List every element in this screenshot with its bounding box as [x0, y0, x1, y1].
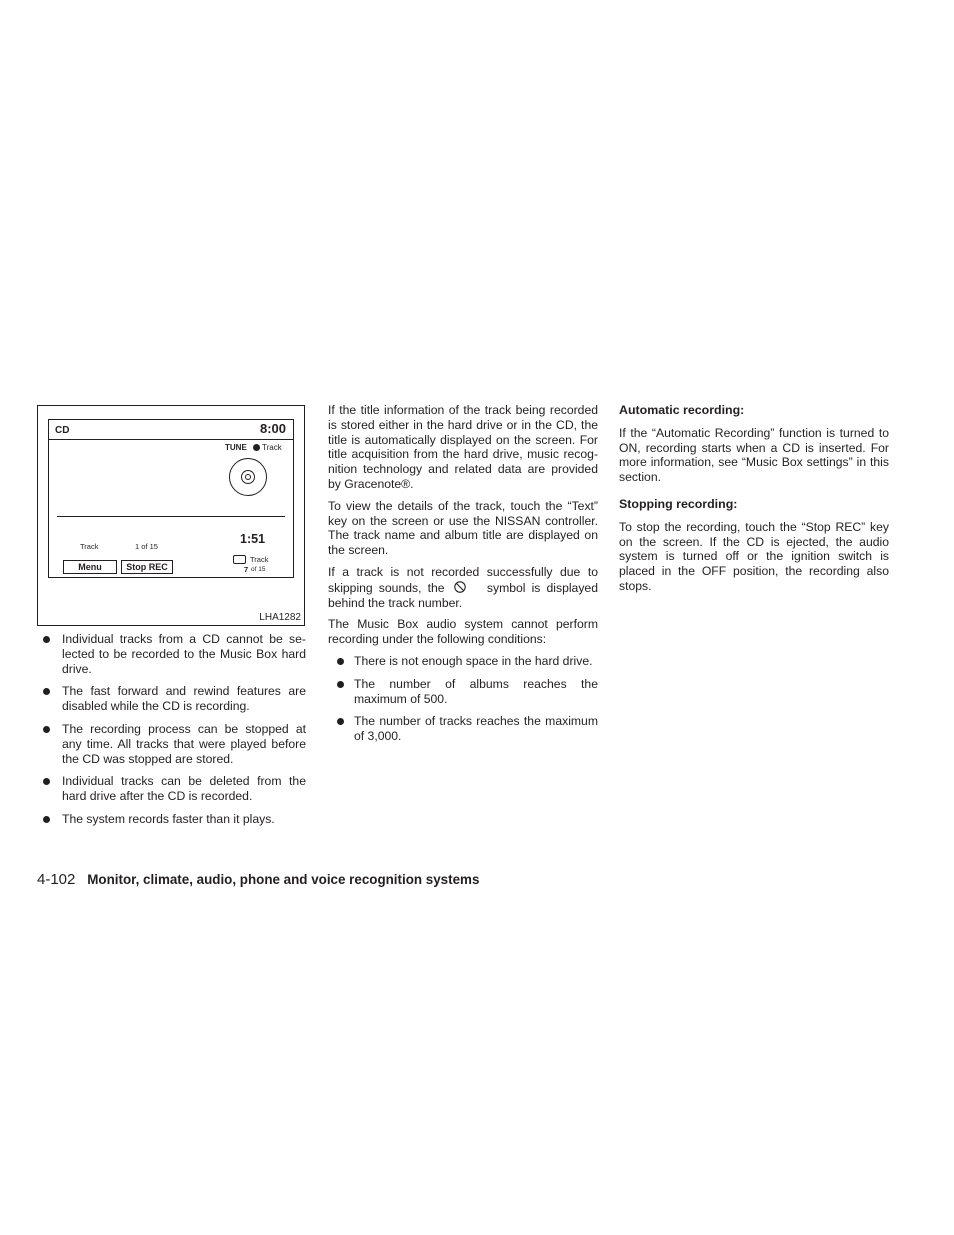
figure-id: LHA1282	[259, 612, 301, 623]
section-title: Monitor, climate, audio, phone and voice recognition systems	[87, 872, 480, 887]
conditions-list	[328, 654, 598, 744]
paragraph: To view the details of the track, touch the “Text” key on the screen or use the NISSAN controller. The track name and album title are displayed on the screen.	[328, 498, 598, 558]
prohibited-icon	[453, 580, 467, 594]
source-label: CD	[55, 425, 70, 436]
list-item: Individual tracks from a CD cannot be se-lected to be recorded to the Music Box hard drive.	[37, 632, 306, 676]
elapsed-time: 1:51	[240, 532, 266, 546]
figure-cd-recording-screen	[37, 405, 305, 626]
heading-stopping-recording: Stopping recording:	[619, 496, 738, 511]
heading-automatic-recording: Automatic recording:	[619, 403, 745, 417]
paragraph-text: symbol is displayed behind the track number.	[328, 580, 598, 610]
audio-display-screen	[48, 419, 294, 578]
progress-line	[57, 516, 285, 517]
rec-track-label: Track	[250, 555, 269, 564]
paragraph: To stop the recording, touch the “Stop REC” key on the screen. If the CD is ejected, the audio system is turned off or the ignition switch is placed in the OFF position, the recording also stops.	[619, 519, 889, 593]
list-item: The recording process can be stopped at any time. All tracks that were played before the CD was stopped are stored.	[37, 722, 306, 766]
track-count: 1 of 15	[135, 542, 158, 551]
tune-track-label: Track	[262, 443, 282, 452]
list-item: The fast forward and rewind features are disabled while the CD is recording.	[37, 684, 306, 714]
list-item: The number of albums reaches the maximum of 500.	[328, 677, 598, 707]
paragraph-text: If a track is not recorded successfully due to skipping sounds, the	[328, 564, 598, 595]
right-column	[619, 403, 889, 601]
paragraph: If the title information of the track being recorded is stored either in the hard drive or in the CD, the title is automatically displayed on the screen. For title acquisition from the hard drive, music recog-nition technology and related data are provided by Gracenote®.	[328, 403, 598, 491]
menu-button[interactable]: Menu	[63, 560, 117, 574]
cd-disc-icon	[229, 458, 267, 496]
recording-indicator-icon	[233, 555, 246, 564]
list-item: Individual tracks can be deleted from the hard drive after the CD is recorded.	[37, 774, 306, 804]
stop-rec-button[interactable]: Stop REC	[121, 560, 173, 574]
middle-column	[328, 403, 598, 752]
record-dot-icon	[253, 444, 260, 451]
rec-track-number: 7	[244, 565, 249, 574]
list-item: There is not enough space in the hard drive.	[328, 654, 598, 669]
divider	[49, 439, 293, 440]
left-column	[37, 632, 306, 835]
page-number: 4-102	[37, 871, 76, 888]
page-footer	[37, 871, 479, 888]
clock: 8:00	[259, 421, 286, 436]
list-item: The system records faster than it plays.	[37, 812, 306, 827]
paragraph	[328, 565, 598, 610]
paragraph: The Music Box audio system cannot perform recording under the following conditions:	[328, 617, 598, 647]
list-item: The number of tracks reaches the maximum of 3,000.	[328, 714, 598, 744]
recording-notes-list	[37, 632, 306, 827]
paragraph: If the “Automatic Recording” function is turned to ON, recording starts when a CD is inserted. For more information, see “Music Box settings” in this section.	[619, 425, 889, 485]
tune-label: TUNE	[225, 443, 247, 452]
rec-track-of: of 15	[251, 566, 266, 573]
track-label: Track	[80, 542, 99, 551]
